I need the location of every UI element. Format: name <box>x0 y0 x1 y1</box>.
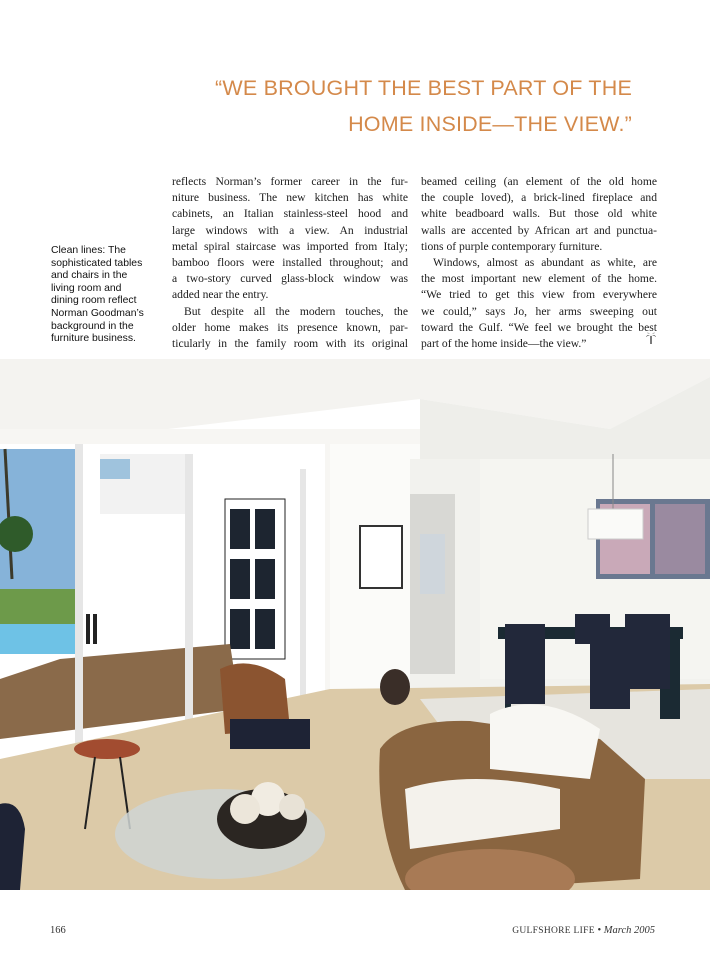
body-line: “We tried to get this view from everywhere <box>421 288 657 302</box>
body-line: large windows with a view. An industrial <box>172 223 408 237</box>
caption-line: Norman Goodman’s <box>51 307 144 319</box>
body-line: beamed ceiling (an element of the old home <box>421 175 657 188</box>
body-line: But despite all the modern touches, the <box>184 304 408 318</box>
caption-line: sophisticated tables <box>51 257 143 269</box>
page-number: 166 <box>50 925 66 936</box>
photo-caption <box>51 245 163 346</box>
body-column-left <box>172 174 408 352</box>
photo-illustration <box>0 359 710 890</box>
pull-quote-line-2: HOME INSIDE—THE VIEW.” <box>348 112 632 136</box>
body-line: a two-story curved glass-block window was <box>172 272 408 286</box>
caption-line: dining room reflect <box>51 295 137 307</box>
body-line: Windows, almost as abundant as white, are <box>433 255 657 269</box>
footer-credit <box>512 925 655 936</box>
body-column-right <box>421 174 657 352</box>
body-line: walls are accented by African art and punctua- <box>421 223 657 237</box>
body-line: older home makes its presence known, par- <box>172 320 408 334</box>
body-line: part of the home inside—the view.” <box>421 336 587 350</box>
body-line: the couple loved), a brick-lined fireplace and <box>421 191 657 205</box>
body-line: the most important new element of the home. <box>421 272 657 286</box>
body-line: reflects Norman’s former career in the fur- <box>172 175 408 188</box>
body-line: tions of purple contemporary furniture. <box>421 239 603 253</box>
body-line: white beadboard walls. But those old white <box>421 207 657 221</box>
caption-line: living room and <box>51 282 122 294</box>
body-line: we could,” says Jo, her arms sweeping out <box>421 304 657 318</box>
body-line: added near the entry. <box>172 288 269 302</box>
palm-tree-end-mark-icon <box>646 332 656 344</box>
caption-line: furniture business. <box>51 333 136 345</box>
body-line: niture business. The new kitchen has white <box>172 191 408 205</box>
body-line: cabinets, an Italian stainless-steel hood and <box>172 207 408 221</box>
footer-separator: • <box>597 925 602 936</box>
issue-date: March 2005 <box>603 925 655 936</box>
body-line: toward the Gulf. “We feel we brought the best <box>421 320 657 334</box>
living-room-photo <box>0 359 710 890</box>
caption-line: Clean lines: The <box>51 245 126 256</box>
pull-quote <box>180 70 632 142</box>
magazine-name: GULFSHORE LIFE <box>512 926 595 936</box>
caption-line: and chairs in the <box>51 270 128 282</box>
body-line: ticularly in the family room with its original <box>172 336 408 350</box>
caption-line: background in the <box>51 320 134 332</box>
pull-quote-line-1: “WE BROUGHT THE BEST PART OF THE <box>215 76 632 100</box>
body-line: metal spiral staircase was imported from Italy; <box>172 239 408 253</box>
body-line: bamboo floors were installed throughout; and <box>172 255 408 269</box>
